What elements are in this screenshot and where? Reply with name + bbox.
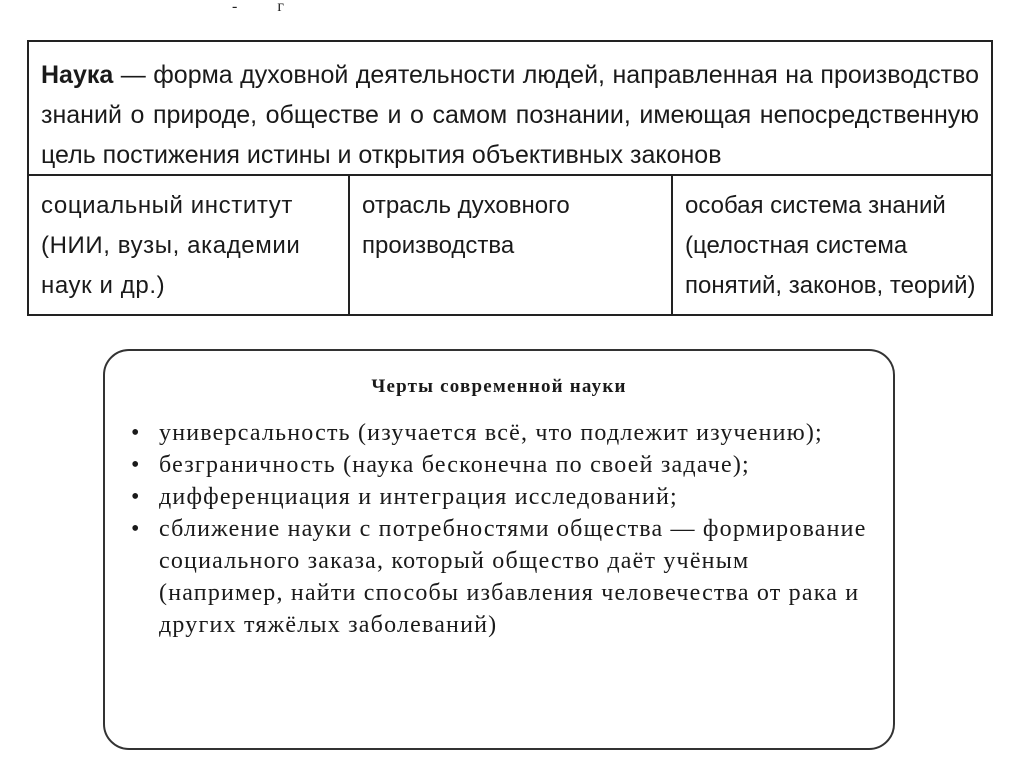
feature-text: универсальность (изучается всё, что подлежит изучению); [159, 420, 823, 446]
aspect-cell-social-institute: социальный институт (НИИ, вузы, академии наук и др.) [29, 176, 350, 314]
bullet-icon: • [131, 420, 141, 446]
definition-text: — форма духовной деятельности людей, направленная на производство знаний о природе, обществе и о самом познании, имеющая непосредственную цель постижения истины и открытия объективных законов [41, 61, 979, 169]
cropped-header-fragment: - г [232, 0, 302, 15]
feature-text: дифференциация и интеграция исследований; [159, 484, 678, 510]
bullet-icon: • [131, 452, 141, 478]
features-title: Черты современной науки [371, 376, 627, 397]
aspect-cell-knowledge-system: особая система знаний (целостная система понятий, законов, теорий) [685, 192, 976, 299]
aspects-row [29, 176, 991, 314]
feature-text: сближение науки с потребностями общества — формирование социального заказа, который общество даёт учёным (например, найти способы избавления человечества от рака и других тяжёлых заболеваний) [159, 516, 867, 638]
feature-item-boundlessness [129, 449, 877, 481]
aspect-cell-spiritual-production: отрасль духовного производства [350, 176, 673, 314]
features-list [129, 417, 877, 641]
feature-text: безграничность (наука бесконечна по своей задаче); [159, 452, 750, 478]
modern-science-features-box [103, 349, 895, 750]
feature-item-social-order [129, 513, 877, 641]
feature-item-universality [129, 417, 877, 449]
feature-item-differentiation [129, 481, 877, 513]
science-definition-table [27, 40, 993, 316]
bullet-icon: • [131, 516, 141, 542]
definition-term: Наука [41, 61, 114, 89]
bullet-icon: • [131, 484, 141, 510]
definition-cell [29, 42, 991, 176]
